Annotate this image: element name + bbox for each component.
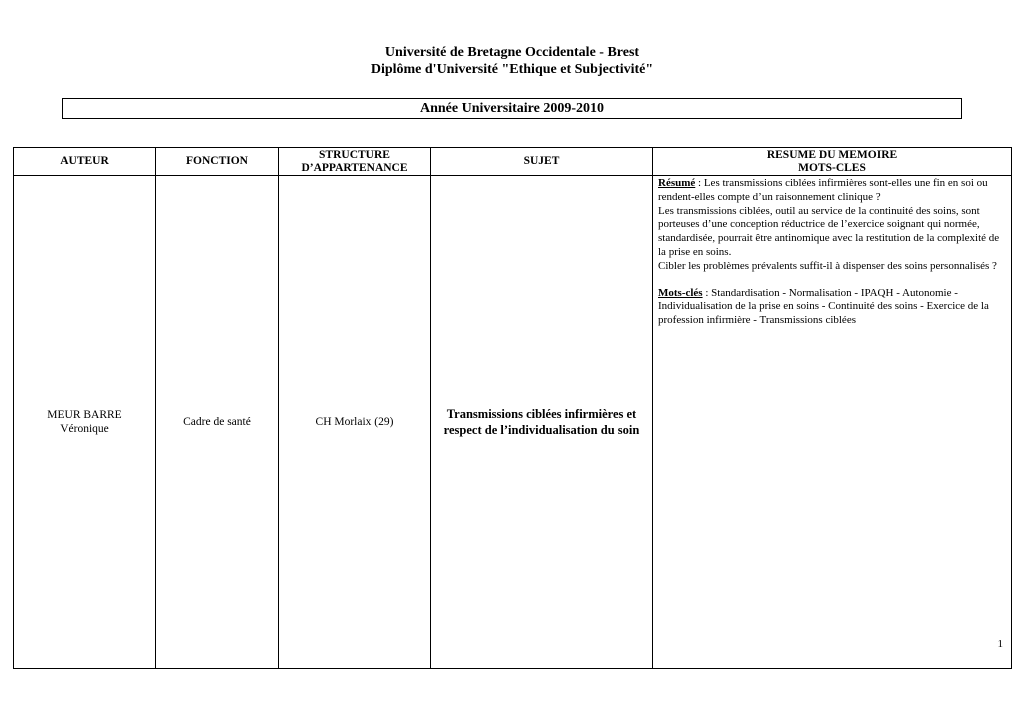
- header-sujet: SUJET: [431, 148, 653, 176]
- resume-paragraph-3: Cibler les problèmes prévalents suffit-il à dispenser des soins personnalisés ?: [658, 259, 997, 272]
- keywords-paragraph: Mots-clés : Standardisation - Normalisation - IPAQH - Autonomie - Individualisation de la prise en soins - Continuité des soins - Exercice de la profession infirmière - Transmissions ciblées: [658, 286, 989, 327]
- resume-paragraph-2: Les transmissions ciblées, outil au service de la continuité des soins, sont porteuses d’une conception réductrice de l’exercice soignant qui normée, standardisée, pourrait être antinomique avec la restitution de la complexité de la prise en soins.: [658, 204, 1000, 258]
- cell-resume: [653, 176, 1012, 669]
- table-row: [14, 176, 1012, 669]
- diploma-title: Diplôme d'Université "Ethique et Subjectivité": [370, 62, 654, 77]
- keywords-label: Mots-clés: [658, 286, 703, 299]
- academic-year-label: Année Universitaire 2009-2010: [419, 101, 605, 116]
- cell-auteur: MEUR BARRE Véronique: [14, 176, 156, 669]
- cell-sujet: Transmissions ciblées infirmières et respect de l’individualisation du soin: [431, 176, 653, 669]
- cell-fonction: Cadre de santé: [156, 176, 279, 669]
- resume-label: Résumé: [658, 177, 696, 189]
- memoir-table: [13, 147, 1012, 669]
- resume-paragraph: Résumé : Les transmissions ciblées infirmières sont-elles une fin en soi ou rendent-elles compte d’un raisonnement clinique ?: [658, 177, 988, 203]
- header-resume: RESUME DU MEMOIRE MOTS-CLES: [653, 148, 1012, 176]
- cell-structure: CH Morlaix (29): [279, 176, 431, 669]
- table-header-row: [14, 148, 1012, 176]
- university-title: Université de Bretagne Occidentale - Brest: [384, 45, 640, 60]
- page-number: 1: [997, 638, 1003, 651]
- academic-year-box: [62, 98, 962, 119]
- header-structure: STRUCTURE D’APPARTENANCE: [279, 148, 431, 176]
- header-fonction: FONCTION: [156, 148, 279, 176]
- header-auteur: AUTEUR: [14, 148, 156, 176]
- document-header: [0, 44, 1024, 78]
